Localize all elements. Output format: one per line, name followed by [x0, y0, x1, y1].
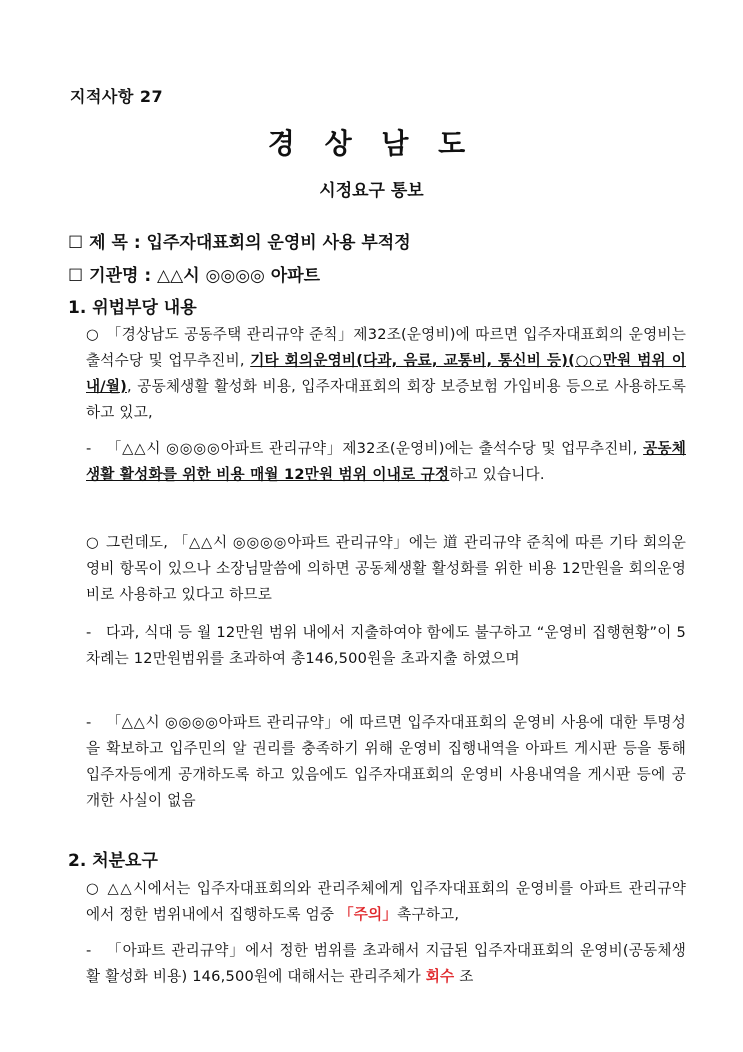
section1-paragraph-5: - 「△△시 ◎◎◎◎아파트 관리규약」에 따르면 입주자대표회의 운영비 사용에 대한 투명성을 확보하고 입주민의 알 권리를 충족하기 위해 운영비 집행내역을 아파트 게시판 등을 통해 입주자등에게 공개하도록 하고 있음에도 입주자대표회의 운영비 사용내역을 게시판 등에 공개한 사실이 없음: [86, 710, 686, 814]
bullet-dash: -: [86, 942, 92, 959]
highlight-underline: 기타 회의운영비(다과, 음료, 교통비, 통신비 등)(○○만원 범위 이내/월): [86, 352, 686, 395]
section2-paragraph-2: - 「아파트 관리규약」에서 정한 범위를 초과해서 지급된 입주자대표회의 운영비(공동체생활 활성화 비용) 146,500원에 대해서는 관리주체가 회수 조: [86, 938, 686, 990]
section1-paragraph-1: ○ 「경상남도 공동주택 관리규약 준칙」제32조(운영비)에 따르면 입주자대표회의 운영비는 출석수당 및 업무추진비, 기타 회의운영비(다과, 음료, 교통비, 통신비 등)(○○만원 범위 이내/월), 공동체생활 활성화 비용, 입주자대표회의 회장 보증보험 가입비용 등으로 사용하도록 하고 있고,: [86, 322, 686, 426]
section2-heading: 2. 처분요구: [68, 851, 158, 871]
section1-paragraph-2: - 「△△시 ◎◎◎◎아파트 관리규약」제32조(운영비)에는 출석수당 및 업무추진비, 공동체생활 활성화를 위한 비용 매월 12만원 범위 이내로 규정하고 있습니다.: [86, 436, 686, 488]
highlight-red: 회수: [425, 968, 455, 985]
item-tag: 지적사항 27: [70, 87, 164, 106]
bullet-dash: -: [86, 714, 92, 731]
document-title: 경 상 남 도: [267, 127, 476, 160]
section1-paragraph-4: - 다과, 식대 등 월 12만원 범위 내에서 지출하여야 함에도 불구하고 “운영비 집행현황”이 5차례는 12만원범위를 초과하여 총146,500원을 초과지출 하였으며: [86, 620, 686, 672]
highlight-red: 「주의」: [338, 906, 398, 923]
bullet-circle: ○: [86, 534, 99, 551]
section1-paragraph-3: ○ 그런데도, 「△△시 ◎◎◎◎아파트 관리규약」에는 道 관리규약 준칙에 따른 기타 회의운영비 항목이 있으나 소장님말씀에 의하면 공동체생활 활성화를 위한 비용 12만원을 회의운영비로 사용하고 있다고 하므로: [86, 530, 686, 608]
agency-line: ☐ 기관명 : △△시 ◎◎◎◎ 아파트: [68, 266, 321, 286]
subject-line: ☐ 제 목 : 입주자대표회의 운영비 사용 부적정: [68, 233, 411, 253]
document-subtitle: 시정요구 통보: [319, 181, 424, 201]
section2-paragraph-1: ○ △△시에서는 입주자대표회의와 관리주체에게 입주자대표회의 운영비를 아파트 관리규약에서 정한 범위내에서 집행하도록 엄중 「주의」촉구하고,: [86, 876, 686, 928]
section1-heading: 1. 위법부당 내용: [68, 298, 197, 318]
bullet-circle: ○: [86, 880, 99, 897]
bullet-dash: -: [86, 624, 92, 641]
bullet-dash: -: [86, 440, 92, 457]
bullet-circle: ○: [86, 326, 99, 343]
highlight-underline: 공동체생활 활성화를 위한 비용 매월 12만원 범위 이내로 규정: [86, 440, 686, 483]
